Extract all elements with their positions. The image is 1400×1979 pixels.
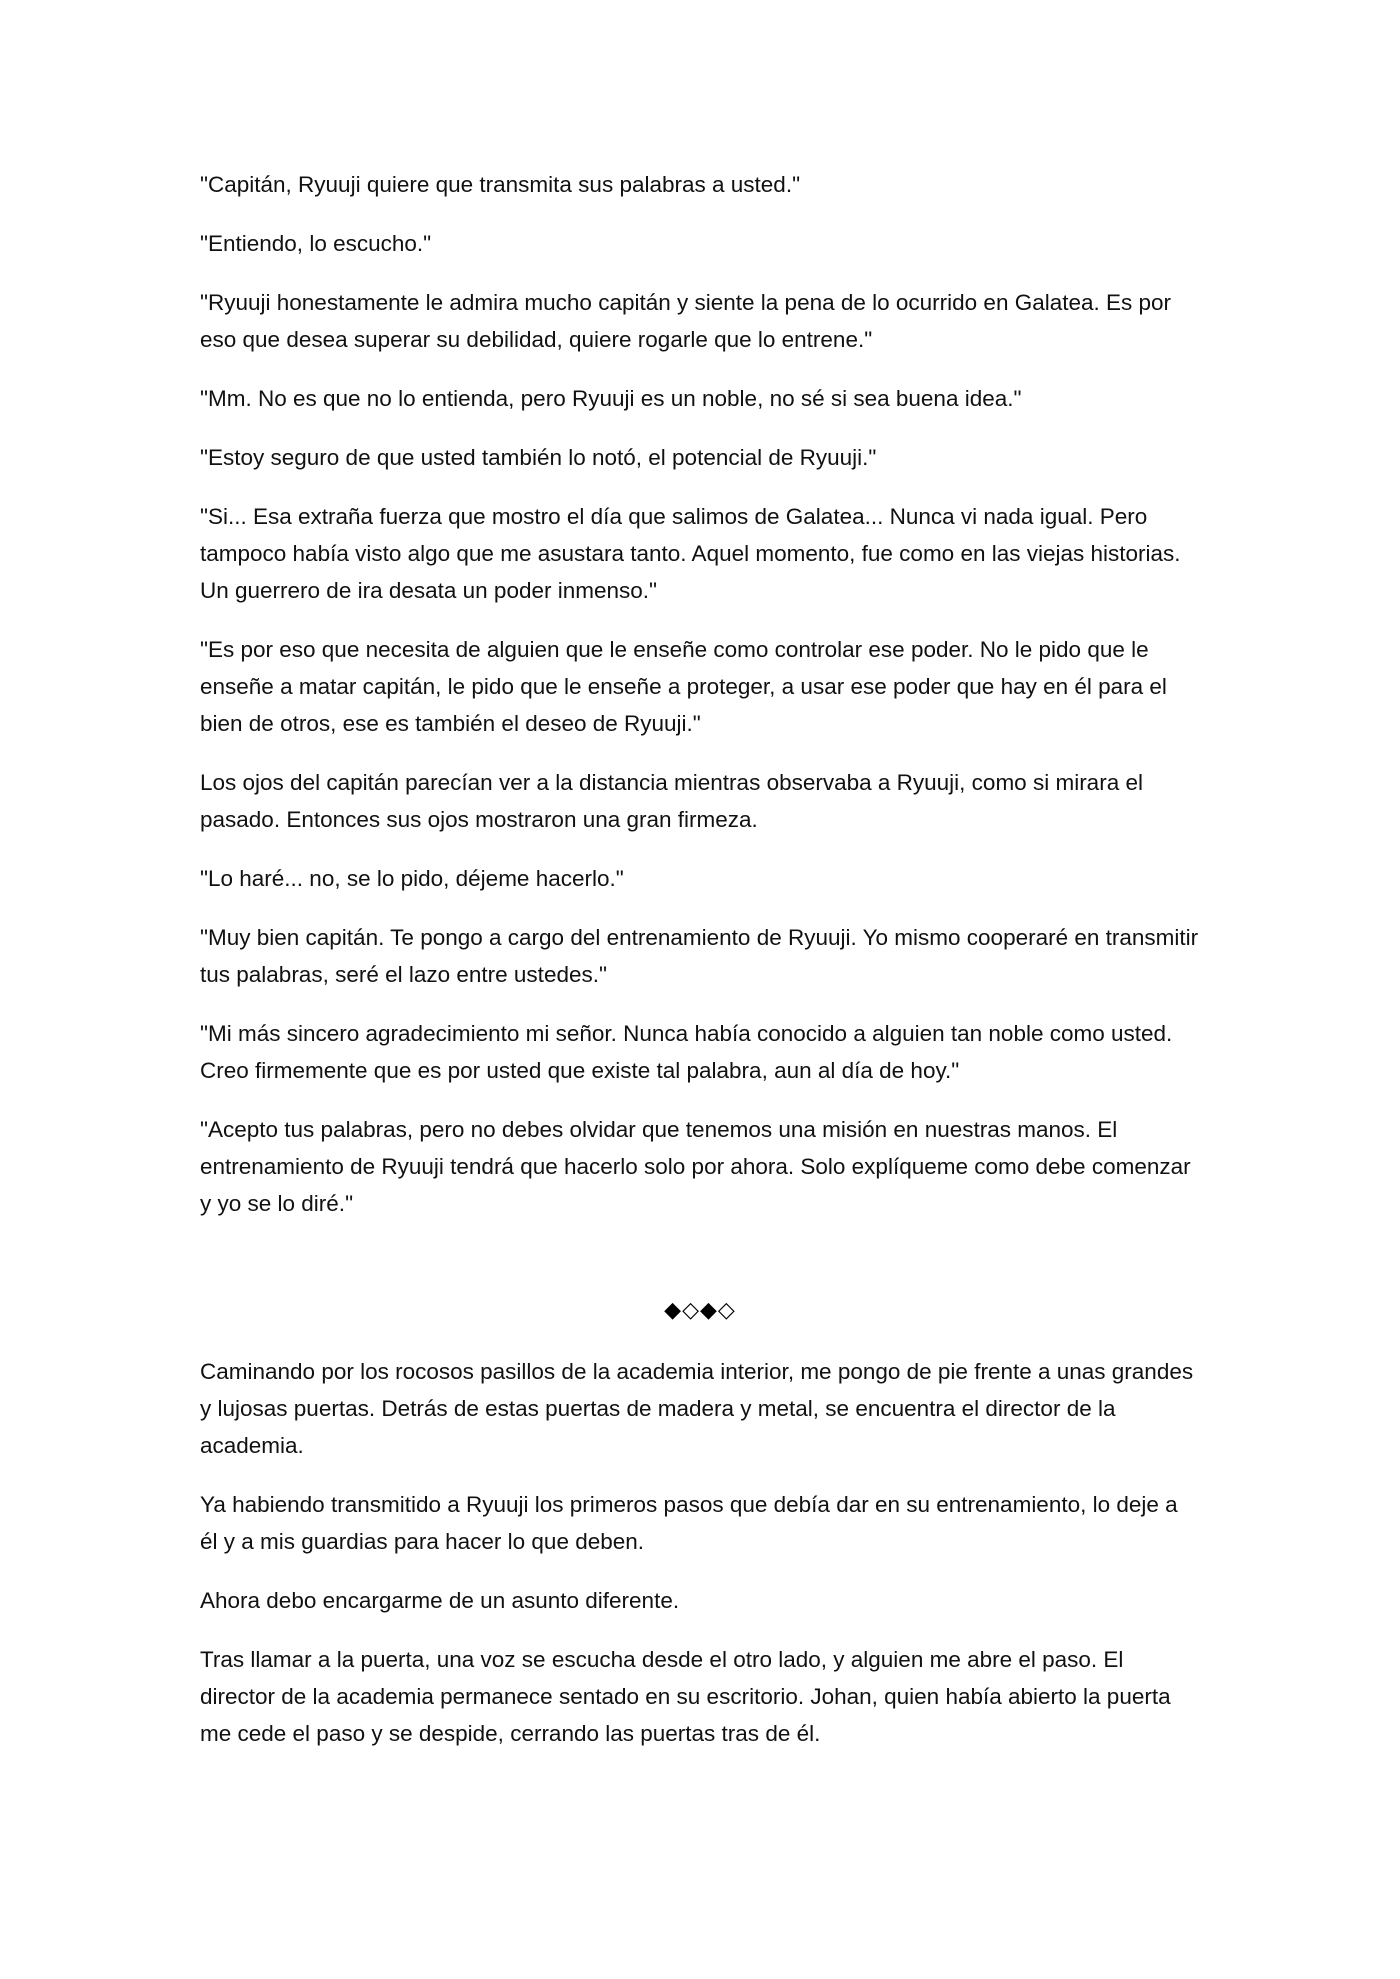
paragraph: Ahora debo encargarme de un asunto diferente.: [200, 1588, 680, 1613]
paragraph: "Estoy seguro de que usted también lo notó, el potencial de Ryuuji.": [200, 445, 877, 470]
paragraph: "Entiendo, lo escucho.": [200, 231, 432, 256]
paragraph: Caminando por los rocosos pasillos de la academia interior, me pongo de pie frente a unas grandes y lujosas puertas. Detrás de estas puertas de madera y metal, se encuentra el director de la academia.: [200, 1359, 1194, 1458]
paragraph: Ya habiendo transmitido a Ryuuji los primeros pasos que debía dar en su entrenamiento, lo deje a él y a mis guardias para hacer lo que deben.: [200, 1492, 1178, 1554]
paragraph: "Acepto tus palabras, pero no debes olvidar que tenemos una misión en nuestras manos. El entrenamiento de Ryuuji tendrá que hacerlo solo por ahora. Solo explíqueme como debe comenzar y yo se lo diré.": [200, 1117, 1191, 1216]
paragraph: "Muy bien capitán. Te pongo a cargo del entrenamiento de Ryuuji. Yo mismo cooperaré en transmitir tus palabras, seré el lazo entre ustedes.": [200, 925, 1199, 987]
paragraph: "Ryuuji honestamente le admira mucho capitán y siente la pena de lo ocurrido en Galatea. Es por eso que desea superar su debilidad, quiere rogarle que lo entrene.": [200, 290, 1172, 352]
paragraph: "Mi más sincero agradecimiento mi señor. Nunca había conocido a alguien tan noble como usted. Creo firmemente que es por usted que existe tal palabra, aun al día de hoy.": [200, 1021, 1173, 1083]
paragraph: "Si... Esa extraña fuerza que mostro el día que salimos de Galatea... Nunca vi nada igual. Pero tampoco había visto algo que me asustara tanto. Aquel momento, fue como en las viejas historias. Un guerrero de ira desata un poder inmenso.": [200, 504, 1181, 603]
paragraph: "Es por eso que necesita de alguien que le enseñe como controlar ese poder. No le pido que le enseñe a matar capitán, le pido que le enseñe a proteger, a usar ese poder que hay en él para el bien de otros, ese es también el deseo de Ryuuji.": [200, 637, 1167, 736]
paragraph: "Lo haré... no, se lo pido, déjeme hacerlo.": [200, 866, 624, 891]
paragraph: "Capitán, Ryuuji quiere que transmita sus palabras a usted.": [200, 172, 801, 197]
document-body: [200, 166, 1200, 1774]
paragraph: Tras llamar a la puerta, una voz se escucha desde el otro lado, y alguien me abre el paso. El director de la academia permanece sentado en su escritorio. Johan, quien había abierto la puerta me cede el paso y se despide, cerrando las puertas tras de él.: [200, 1647, 1171, 1746]
paragraph: "Mm. No es que no lo entienda, pero Ryuuji es un noble, no sé si sea buena idea.": [200, 386, 1022, 411]
paragraph: Los ojos del capitán parecían ver a la distancia mientras observaba a Ryuuji, como si mirara el pasado. Entonces sus ojos mostraron una gran firmeza.: [200, 770, 1143, 832]
section-separator: ◆◇◆◇: [664, 1298, 736, 1323]
